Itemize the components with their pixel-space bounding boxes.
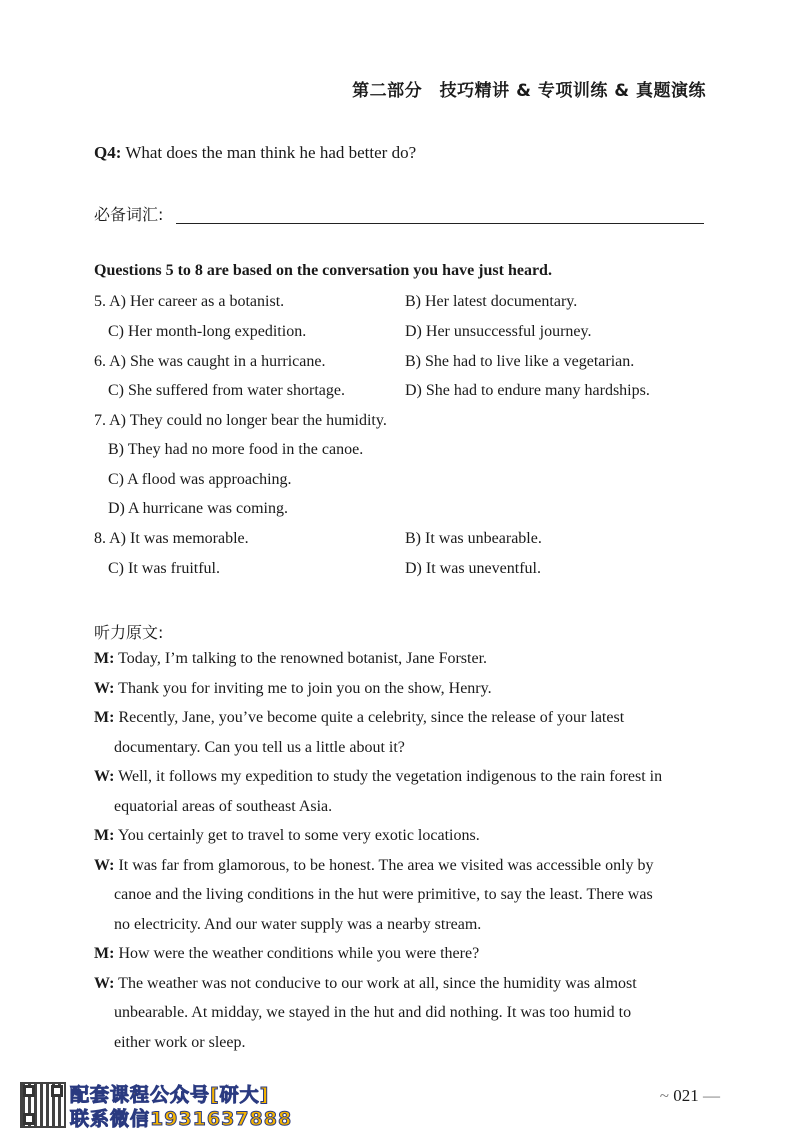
dialogue-continuation: canoe and the living conditions in the hut were primitive, to say the least. There was: [114, 886, 653, 903]
dialogue-line: [94, 674, 700, 704]
dialogue-text: Thank you for inviting me to join you on the show, Henry.: [114, 679, 492, 697]
page-number: ~ 021 —: [659, 1086, 720, 1105]
dialogue-continuation: no electricity. And our water supply was a nearby stream.: [114, 915, 482, 933]
speaker: W:: [94, 768, 115, 785]
option-7d: D) A hurricane was coming.: [108, 500, 288, 517]
speaker: M:: [94, 709, 115, 726]
option-8a: 8. A) It was memorable.: [94, 530, 249, 547]
option-5b: B) Her latest documentary.: [405, 293, 578, 310]
option-6c: C) She suffered from water shortage.: [108, 382, 345, 399]
option-8b: B) It was unbearable.: [405, 530, 542, 547]
option-8d: D) It was uneventful.: [405, 560, 541, 577]
dialogue-text: You certainly get to travel to some very exotic locations.: [114, 827, 480, 844]
speaker: M:: [94, 650, 115, 667]
option-6d: D) She had to endure many hardships.: [405, 382, 650, 399]
vocab-label: 必备词汇:: [94, 205, 164, 224]
option-6a: 6. A) She was caught in a hurricane.: [94, 353, 326, 370]
dialogue-text: It was far from glamorous, to be honest. The area we visited was accessible only by: [114, 856, 654, 874]
dialogue-line: [94, 644, 700, 674]
dialogue-continuation: either work or sleep.: [114, 1033, 246, 1051]
vocab-answer-line: [176, 223, 704, 224]
transcript-title: 听力原文:: [94, 623, 164, 642]
dialogue-text: Recently, Jane, you’ve become quite a celebrity, since the release of your latest: [114, 709, 625, 726]
question-4-text: What does the man think he had better do?: [121, 143, 417, 162]
dialogue-line: [94, 939, 700, 969]
qr-code-icon: [20, 1082, 66, 1128]
option-7a: 7. A) They could no longer bear the humidity.: [94, 412, 387, 429]
question-4: [94, 143, 416, 163]
speaker: W:: [94, 974, 115, 992]
option-5d: D) Her unsuccessful journey.: [405, 323, 592, 340]
dialogue-line: [94, 821, 700, 851]
option-7b: B) They had no more food in the canoe.: [108, 441, 364, 458]
dialogue-continuation: equatorial areas of southeast Asia.: [114, 797, 333, 815]
dialogue-continuation: unbearable. At midday, we stayed in the hut and did nothing. It was too humid to: [114, 1004, 632, 1021]
speaker: M:: [94, 827, 115, 844]
dialogue-text: Well, it follows my expedition to study the vegetation indigenous to the rain forest in: [114, 768, 663, 785]
page-header: 第二部分 技巧精讲 & 专项训练 & 真题演练: [352, 81, 706, 101]
dialogue-text: Today, I’m talking to the renowned botanist, Jane Forster.: [114, 650, 488, 667]
option-7c: C) A flood was approaching.: [108, 471, 292, 488]
dialogue-line: [94, 762, 700, 792]
option-5c: C) Her month-long expedition.: [108, 323, 307, 340]
dialogue-continuation: documentary. Can you tell us a little about it?: [114, 738, 405, 756]
option-5a: 5. A) Her career as a botanist.: [94, 293, 285, 310]
option-8c: C) It was fruitful.: [108, 560, 220, 577]
dialogue-text: The weather was not conducive to our work at all, since the humidity was almost: [114, 974, 637, 992]
speaker: W:: [94, 679, 115, 697]
page-number-text: 021: [673, 1086, 699, 1105]
watermark-line-1: 配套课程公众号[研大]: [70, 1084, 270, 1106]
dialogue-line: [94, 851, 700, 881]
transcript: [94, 644, 700, 1057]
questions-heading: Questions 5 to 8 are based on the conversation you have just heard.: [94, 262, 552, 279]
speaker: W:: [94, 856, 115, 874]
dialogue-text: How were the weather conditions while you were there?: [114, 945, 480, 962]
dialogue-line: [94, 969, 700, 999]
question-4-label: Q4:: [94, 143, 122, 162]
option-6b: B) She had to live like a vegetarian.: [405, 353, 635, 370]
dialogue-line: [94, 703, 700, 733]
speaker: M:: [94, 945, 115, 962]
watermark-line-2: 联系微信1931637888: [70, 1108, 293, 1130]
